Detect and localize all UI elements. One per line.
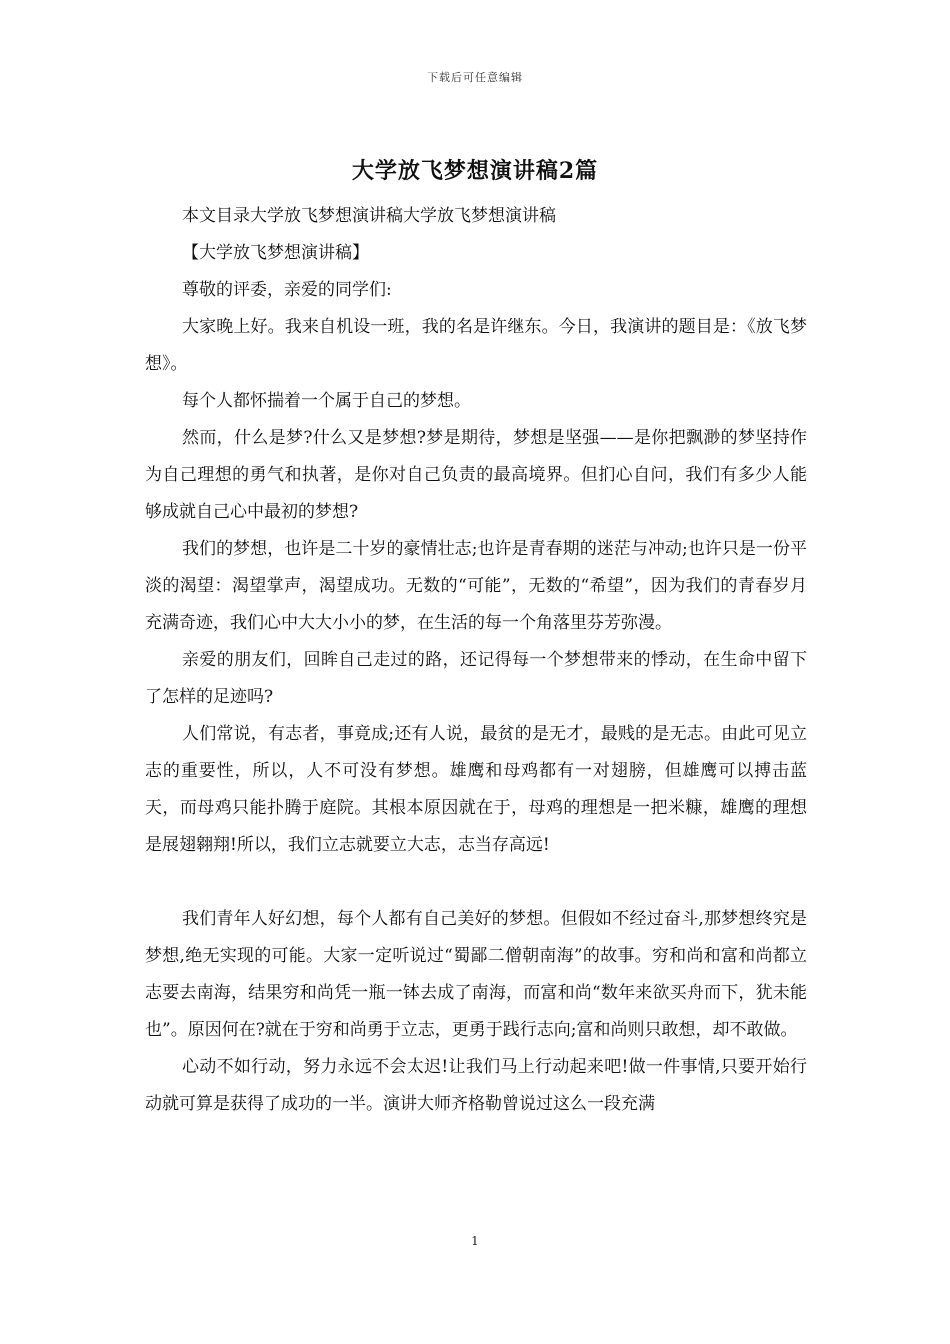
paragraph-section-heading: 【大学放飞梦想演讲稿】 <box>182 243 369 263</box>
page-number: 1 <box>471 1234 479 1248</box>
document-body <box>145 198 807 1123</box>
paragraph: 每个人都怀揣着一个属于自己的梦想。 <box>182 391 471 411</box>
paragraph: 心动不如行动，努力永远不会太迟!让我们马上行动起来吧!做一件事情,只要开始行动就可算是获得了成功的一半。演讲大师齐格勒曾说过这么一段充满 <box>145 1057 807 1114</box>
document-title: 大学放飞梦想演讲稿2篇 <box>351 158 599 184</box>
header-note: 下载后可任意编辑 <box>427 71 523 84</box>
paragraph-table-of-contents: 本文目录大学放飞梦想演讲稿大学放飞梦想演讲稿 <box>182 206 556 226</box>
paragraph: 然而，什么是梦?什么又是梦想?梦是期待，梦想是坚强——是你把飘渺的梦坚持作为自己理想的勇气和执著，是你对自己负责的最高境界。但扪心自问，我们有多少人能够成就自己心中最初的梦想? <box>145 428 807 522</box>
paragraph-salutation: 尊敬的评委，亲爱的同学们: <box>182 280 392 300</box>
paragraph: 我们青年人好幻想，每个人都有自己美好的梦想。但假如不经过奋斗,那梦想终究是梦想,绝无实现的可能。大家一定听说过“蜀鄙二僧朝南海”的故事。穷和尚和富和尚都立志要去南海，结果穷和尚凭一瓶一钵去成了南海，而富和尚“数年来欲买舟而下，犹未能也”。原因何在?就在于穷和尚勇于立志，更勇于践行志向;富和尚则只敢想，却不敢做。 <box>145 909 807 1040</box>
paragraph: 我们的梦想，也许是二十岁的豪情壮志;也许是青春期的迷茫与冲动;也许只是一份平淡的渴望：渴望掌声，渴望成功。无数的“可能”，无数的“希望”，因为我们的青春岁月充满奇迹，我们心中大大小小的梦，在生活的每一个角落里芬芳弥漫。 <box>145 539 807 633</box>
paragraph: 大家晚上好。我来自机设一班，我的名是许继东。今日，我演讲的题目是：《放飞梦想》。 <box>145 317 807 374</box>
paragraph: 人们常说，有志者，事竟成;还有人说，最贫的是无才，最贱的是无志。由此可见立志的重要性，所以，人不可没有梦想。雄鹰和母鸡都有一对翅膀，但雄鹰可以搏击蓝天，而母鸡只能扑腾于庭院。其根本原因就在于，母鸡的理想是一把米糠，雄鹰的理想是展翅翱翔!所以，我们立志就要立大志，志当存高远! <box>145 724 807 855</box>
paragraph: 亲爱的朋友们，回眸自己走过的路，还记得每一个梦想带来的悸动，在生命中留下了怎样的足迹吗? <box>145 650 807 707</box>
